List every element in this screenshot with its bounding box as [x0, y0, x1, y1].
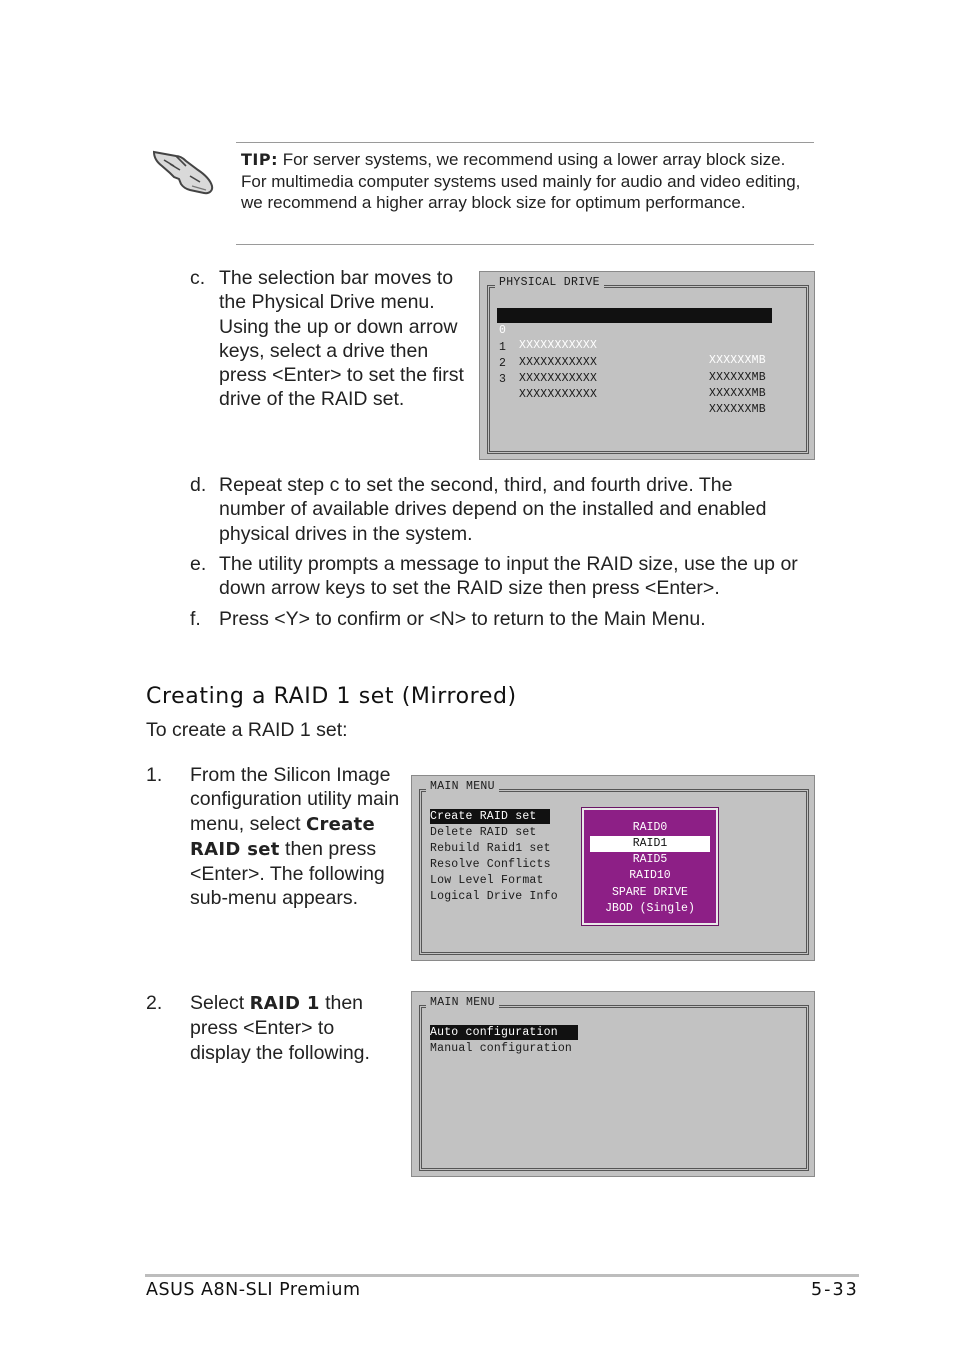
tip-bottom-rule [236, 244, 814, 245]
screen-title: MAIN MENU [426, 996, 499, 1009]
drive-index: 2 [499, 357, 507, 370]
drive-index: 3 [499, 373, 507, 386]
drive-name: XXXXXXXXXXX [519, 388, 598, 401]
step-text: The selection bar moves to the Physical Drive menu. Using the up or down arrow keys, select a drive then press <Enter> to set the first drive of the RAID set. [219, 267, 464, 411]
section-heading: Creating a RAID 1 set (Mirrored) [146, 684, 517, 709]
tip-body: For server systems, we recommend using a lower array block size. For multimedia computer systems used mainly for audio and video editing, we recommend a higher array block size for optimum performance. [241, 150, 801, 213]
step-1 [146, 763, 408, 938]
step-marker: c. [190, 267, 206, 289]
drive-name: XXXXXXXXXXX [519, 339, 598, 352]
step-d [190, 473, 810, 548]
main-menu-screen [411, 775, 815, 961]
tip-top-rule [236, 142, 814, 143]
drive-size: XXXXXXMB [709, 387, 766, 400]
submenu-option-raid10[interactable]: RAID10 [629, 869, 671, 882]
menu-item-logical-drive-info[interactable]: Logical Drive Info [430, 890, 558, 903]
raid-level-submenu [582, 808, 718, 925]
footer-page-number: 5-33 [811, 1280, 859, 1300]
menu-item-rebuild-raid1-set[interactable]: Rebuild Raid1 set [430, 842, 551, 855]
submenu-option-raid0[interactable]: RAID0 [632, 821, 668, 834]
step-text [190, 763, 408, 911]
step-emphasis: RAID 1 [249, 993, 320, 1014]
drive-size: XXXXXXMB [709, 371, 766, 384]
drive-size: XXXXXXMB [709, 403, 766, 416]
step-marker: e. [190, 553, 207, 575]
menu-item-delete-raid-set[interactable]: Delete RAID set [430, 826, 537, 839]
step-text-after: then press <Enter>. The following sub-menu appears. [190, 837, 385, 910]
footer-product-name: ASUS A8N-SLI Premium [146, 1280, 361, 1300]
footer-rule [145, 1274, 859, 1277]
screen-title: PHYSICAL DRIVE [495, 276, 604, 289]
submenu-option-raid5[interactable]: RAID5 [632, 853, 668, 866]
submenu-option-spare-drive[interactable]: SPARE DRIVE [612, 886, 688, 899]
step-text-before: From the Silicon Image configuration utility main menu, select [190, 764, 400, 835]
step-text-before: Select [190, 992, 250, 1014]
drive-row[interactable] [497, 357, 772, 416]
menu-item-low-level-format[interactable]: Low Level Format [430, 874, 544, 887]
menu-item-manual-configuration[interactable]: Manual configuration [430, 1042, 573, 1055]
step-emphasis: Create RAID set [190, 813, 376, 860]
step-text: Press <Y> to confirm or <N> to return to the Main Menu. [219, 608, 706, 630]
tip-text [241, 149, 811, 214]
menu-item-create-raid-set[interactable]: Create RAID set [430, 809, 550, 824]
drive-name: XXXXXXXXXXX [519, 356, 598, 369]
menu-item-auto-configuration[interactable]: Auto configuration [430, 1025, 578, 1040]
pointing-hand-icon [150, 146, 216, 196]
step-marker: f. [190, 608, 201, 630]
step-2 [146, 991, 408, 1066]
submenu-option-jbod[interactable]: JBOD (Single) [605, 902, 695, 915]
step-marker: d. [190, 474, 207, 496]
step-text: Repeat step c to set the second, third, and fourth drive. The number of available drives depend on the installed and enabled physical drives in the system. [219, 474, 767, 545]
submenu-option-raid1[interactable]: RAID1 [590, 836, 710, 852]
section-intro: To create a RAID 1 set: [146, 719, 348, 741]
drive-row[interactable] [497, 325, 772, 384]
step-text: The utility prompts a message to input the RAID size, use the up or down arrow keys to set the RAID size then press <Enter>. [219, 553, 798, 600]
step-marker: 2. [146, 992, 163, 1014]
physical-drive-screen [479, 271, 815, 460]
step-marker: 1. [146, 764, 163, 786]
drive-row[interactable] [497, 308, 772, 367]
screen-title: MAIN MENU [426, 780, 499, 793]
step-e [190, 552, 810, 602]
step-text-after: then press <Enter> to display the following. [190, 992, 370, 1064]
drive-row[interactable] [497, 341, 772, 400]
tip-label: TIP: [241, 150, 278, 169]
step-f [190, 607, 810, 633]
drive-index: 1 [499, 341, 507, 354]
step-c [190, 266, 480, 416]
menu-item-resolve-conflicts[interactable]: Resolve Conflicts [430, 858, 551, 871]
drive-size: XXXXXXMB [709, 354, 766, 367]
drive-index: 0 [499, 324, 507, 337]
drive-name: XXXXXXXXXXX [519, 372, 598, 385]
configuration-menu-screen [411, 991, 815, 1177]
step-text [190, 991, 395, 1065]
